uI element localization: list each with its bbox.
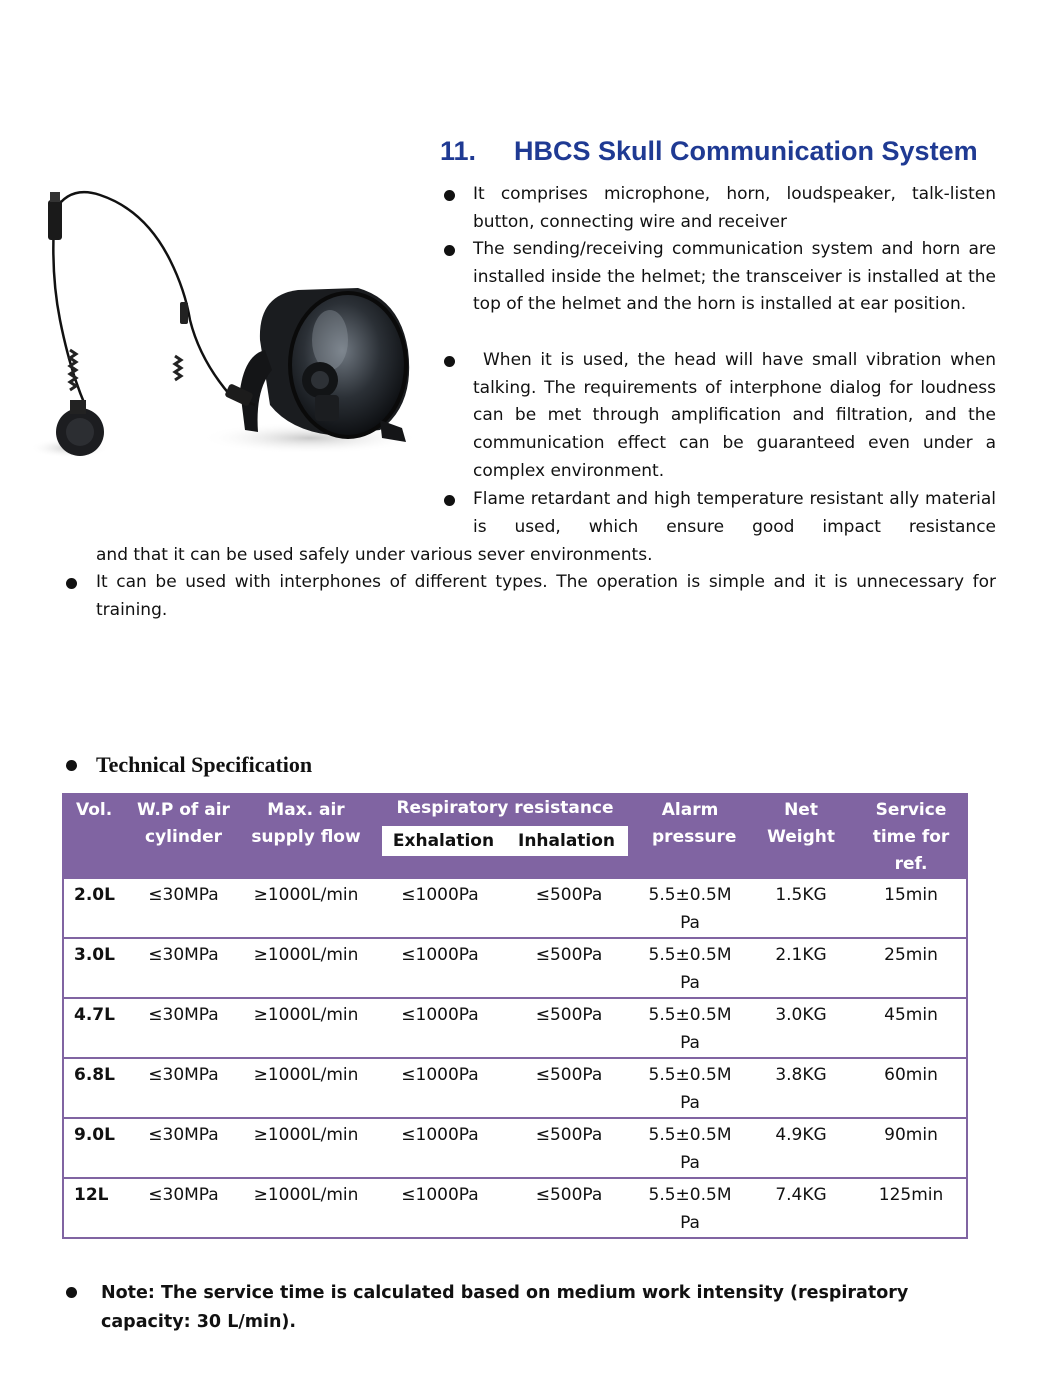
cell-alarm: 5.5±0.5M Pa bbox=[634, 998, 746, 1058]
table-row bbox=[63, 1178, 967, 1238]
cell-flow: ≥1000L/min bbox=[236, 1058, 376, 1118]
cell-alarm: 5.5±0.5M Pa bbox=[634, 938, 746, 998]
cell-flow: ≥1000L/min bbox=[253, 1185, 359, 1205]
cell-inh: ≤500Pa bbox=[504, 879, 634, 938]
cell-time: 15min bbox=[856, 879, 967, 938]
cell-inh: ≤500Pa bbox=[504, 1118, 634, 1178]
cell-wp: ≤30MPa bbox=[131, 938, 236, 998]
cell-vol: 12L bbox=[74, 1185, 109, 1205]
feature-bullet: It comprises microphone, horn, loudspeaker, talk-listen button, connecting wire and receiver bbox=[473, 184, 996, 232]
feature-bullet: Flame retardant and high temperature resistant ally material is used, which ensure good impact resistance bbox=[473, 489, 996, 537]
cell-weight: 3.0KG bbox=[746, 998, 856, 1058]
section-title: HBCS Skull Communication System bbox=[514, 136, 978, 166]
cell-vol: 9.0L bbox=[63, 1118, 131, 1178]
bullet-dot bbox=[444, 495, 455, 506]
resp-label: Respiratory resistance bbox=[396, 798, 614, 818]
cell-wp: ≤30MPa bbox=[131, 1058, 236, 1118]
section-number: 11. bbox=[440, 136, 477, 166]
col-header-max-air: Max. air supply flow bbox=[236, 794, 376, 879]
cell-exh: ≤1000Pa bbox=[401, 1185, 479, 1205]
cell-flow: ≥1000L/min bbox=[236, 1118, 376, 1178]
cell-flow: ≥1000L/min bbox=[236, 879, 376, 938]
feature-bullet-continuation: and that it can be used safely under various sever environments. bbox=[96, 545, 653, 565]
cell-time: 90min bbox=[856, 1118, 967, 1178]
cell-weight: 3.8KG bbox=[746, 1058, 856, 1118]
feature-bullet: The sending/receiving communication system and horn are installed inside the helmet; the transceiver is installed at the top of the helmet and the horn is installed at ear position. bbox=[473, 239, 996, 315]
col-header-alarm: Alarm pressure bbox=[634, 794, 746, 879]
cell-inh: ≤500Pa bbox=[504, 998, 634, 1058]
cell-vol: 2.0L bbox=[63, 879, 131, 938]
cell-flow: ≥1000L/min bbox=[236, 938, 376, 998]
table-row bbox=[63, 998, 967, 1058]
table-row bbox=[63, 879, 967, 938]
table-row bbox=[63, 938, 967, 998]
cell-exh: ≤1000Pa bbox=[376, 998, 504, 1058]
cell-time: 60min bbox=[856, 1058, 967, 1118]
feature-bullet: It can be used with interphones of different types. The operation is simple and it is unnecessary for training. bbox=[96, 572, 996, 620]
cell-wp: ≤30MPa bbox=[131, 1118, 236, 1178]
feature-bullet: When it is used, the head will have small vibration when talking. The requirements of interphone dialog for loudness can be met through amplification and filtration, and the communication effect can be guaranteed even under a complex environment. bbox=[473, 350, 996, 481]
col-header-weight: Net Weight bbox=[746, 794, 856, 879]
cell-inh: ≤500Pa bbox=[504, 938, 634, 998]
col-header-resp bbox=[376, 794, 634, 879]
cell-wp: ≤30MPa bbox=[131, 998, 236, 1058]
cell-time: 125min bbox=[878, 1185, 944, 1205]
cell-flow: ≥1000L/min bbox=[236, 998, 376, 1058]
cell-exh: ≤1000Pa bbox=[376, 879, 504, 938]
bullet-dot bbox=[66, 578, 77, 589]
cell-exh: ≤1000Pa bbox=[376, 1118, 504, 1178]
col-header-wp: W.P of air cylinder bbox=[131, 794, 236, 879]
cell-weight: 7.4KG bbox=[775, 1185, 827, 1205]
service-time-note: Note: The service time is calculated based on medium work intensity (respiratory capacity: 30 L/min). bbox=[101, 1283, 909, 1332]
cell-time: 25min bbox=[856, 938, 967, 998]
table-row bbox=[63, 1118, 967, 1178]
cell-time: 45min bbox=[856, 998, 967, 1058]
cell-weight: 2.1KG bbox=[746, 938, 856, 998]
cell-alarm: 5.5±0.5M Pa bbox=[634, 1118, 746, 1178]
spec-table bbox=[62, 793, 968, 1239]
bullet-dot bbox=[444, 190, 455, 201]
cell-alarm: 5.5±0.5M Pa bbox=[634, 879, 746, 938]
col-header-exhalation: Exhalation bbox=[392, 830, 495, 851]
cell-vol: 4.7L bbox=[63, 998, 131, 1058]
cell-inh: ≤500Pa bbox=[535, 1185, 603, 1205]
helmet-mask-with-microphone-photo bbox=[30, 190, 425, 470]
resp-subheader bbox=[382, 826, 628, 856]
cell-inh: ≤500Pa bbox=[504, 1058, 634, 1118]
bullet-dot bbox=[66, 760, 77, 771]
table-row bbox=[63, 1058, 967, 1118]
cell-vol: 3.0L bbox=[63, 938, 131, 998]
table-header-row bbox=[63, 794, 967, 879]
bullet-dot bbox=[444, 245, 455, 256]
bullet-dot bbox=[444, 356, 455, 367]
cell-exh: ≤1000Pa bbox=[376, 1058, 504, 1118]
spec-title: Technical Specification bbox=[96, 752, 313, 777]
cell-wp: ≤30MPa bbox=[148, 1185, 219, 1205]
cell-weight: 1.5KG bbox=[746, 879, 856, 938]
cell-weight: 4.9KG bbox=[746, 1118, 856, 1178]
page-title bbox=[440, 136, 978, 167]
cell-vol: 6.8L bbox=[63, 1058, 131, 1118]
col-header-service: Service time for ref. bbox=[856, 794, 967, 879]
cell-alarm: 5.5±0.5M Pa bbox=[634, 1058, 746, 1118]
cell-wp: ≤30MPa bbox=[131, 879, 236, 938]
cell-alarm: 5.5±0.5M Pa bbox=[648, 1185, 732, 1233]
bullet-dot bbox=[66, 1287, 77, 1298]
col-header-vol: Vol. bbox=[63, 794, 131, 879]
col-header-inhalation: Inhalation bbox=[518, 830, 616, 851]
cell-exh: ≤1000Pa bbox=[376, 938, 504, 998]
